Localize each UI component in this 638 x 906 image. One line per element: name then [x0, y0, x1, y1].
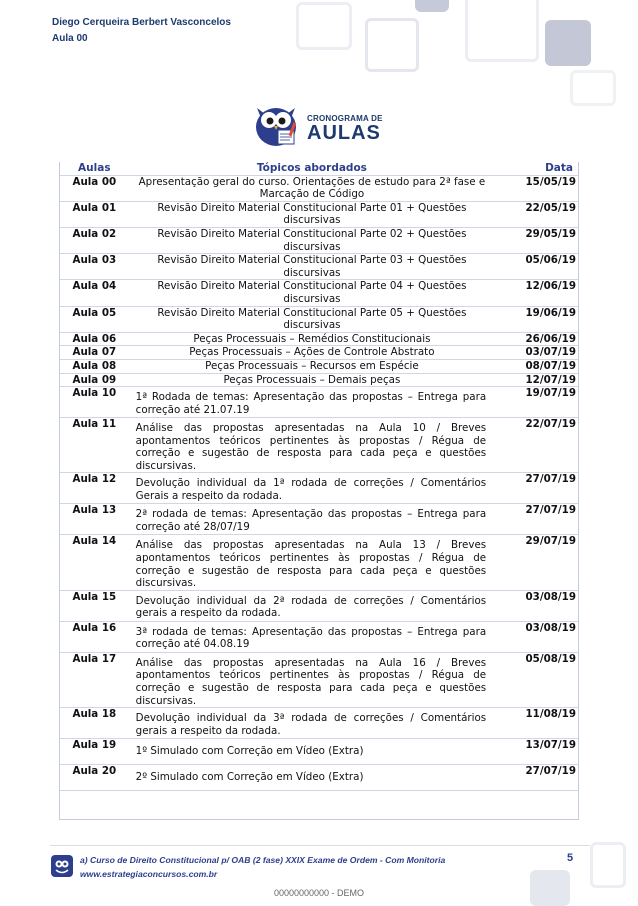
- row-topic: Peças Processuais – Remédios Constitucionais: [130, 332, 495, 346]
- row-aula: Aula 04: [59, 280, 130, 306]
- row-date: 05/08/19: [494, 652, 579, 707]
- row-date: 08/07/19: [494, 359, 579, 373]
- row-topic: Devolução individual da 2ª rodada de correções / Comentários gerais a respeito da rodada.: [130, 590, 495, 621]
- decor-square: [545, 20, 591, 66]
- table-row: [59, 254, 579, 280]
- row-topic: Apresentação geral do curso. Orientações de estudo para 2ª fase e Marcação de Código: [130, 175, 495, 201]
- row-topic: Devolução individual da 1ª rodada de correções / Comentários Gerais a respeito da rodada.: [130, 473, 495, 504]
- row-date: 03/08/19: [494, 590, 579, 621]
- page-number: 5: [567, 852, 574, 864]
- table-row: [59, 175, 579, 201]
- row-topic: Análise das propostas apresentadas na Aula 13 / Breves apontamentos teóricos pertinentes às propostas / Régua de correção e sugestão de resposta para cada peça e questões discursivas.: [130, 535, 495, 590]
- decor-square: [570, 70, 616, 106]
- row-date: 13/07/19: [494, 739, 579, 765]
- row-aula: Aula 13: [59, 504, 130, 535]
- table-row: [59, 535, 579, 590]
- row-date: 03/08/19: [494, 621, 579, 652]
- row-date: 27/07/19: [494, 765, 579, 791]
- header-data: Data: [494, 162, 579, 175]
- table-row: [59, 590, 579, 621]
- row-date: 19/06/19: [494, 306, 579, 332]
- row-aula: Aula 20: [59, 765, 130, 791]
- row-date: 05/06/19: [494, 254, 579, 280]
- logo-text-line1: CRONOGRAMA DE: [307, 114, 383, 123]
- table-row: [59, 227, 579, 253]
- row-aula: Aula 16: [59, 621, 130, 652]
- row-topic: Peças Processuais – Recursos em Espécie: [130, 359, 495, 373]
- row-aula: Aula 03: [59, 254, 130, 280]
- row-date: 12/06/19: [494, 280, 579, 306]
- row-aula: Aula 19: [59, 739, 130, 765]
- row-aula: Aula 07: [59, 346, 130, 360]
- row-topic: 3ª rodada de temas: Apresentação das propostas – Entrega para correção até 04.08.19: [130, 621, 495, 652]
- cronograma-logo: [245, 98, 395, 148]
- row-date: 11/08/19: [494, 708, 579, 739]
- demo-watermark: 00000000000 - DEMO: [273, 888, 365, 898]
- row-date: 19/07/19: [494, 387, 579, 418]
- row-topic: Revisão Direito Material Constitucional Parte 04 + Questões discursivas: [130, 280, 495, 306]
- table-row: [59, 504, 579, 535]
- table-header-row: [59, 162, 579, 175]
- row-topic: Peças Processuais – Demais peças: [130, 373, 495, 387]
- row-topic: Devolução individual da 3ª rodada de correções / Comentários gerais a respeito da rodada.: [130, 708, 495, 739]
- decor-square: [465, 0, 539, 62]
- row-topic: Revisão Direito Material Constitucional Parte 05 + Questões discursivas: [130, 306, 495, 332]
- row-aula: Aula 17: [59, 652, 130, 707]
- header-topicos: Tópicos abordados: [130, 162, 495, 175]
- row-date: 29/05/19: [494, 227, 579, 253]
- row-date: 15/05/19: [494, 175, 579, 201]
- row-aula: Aula 18: [59, 708, 130, 739]
- row-date: 22/05/19: [494, 201, 579, 227]
- decor-square: [296, 2, 352, 50]
- row-date: 12/07/19: [494, 373, 579, 387]
- lesson-label: Aula 00: [52, 33, 88, 44]
- row-topic: Revisão Direito Material Constitucional Parte 02 + Questões discursivas: [130, 227, 495, 253]
- table-row: [59, 739, 579, 765]
- row-aula: Aula 02: [59, 227, 130, 253]
- row-aula: Aula 11: [59, 418, 130, 473]
- row-topic: 1ª Rodada de temas: Apresentação das propostas – Entrega para correção até 21.07.19: [130, 387, 495, 418]
- table-row: [59, 473, 579, 504]
- row-topic: Revisão Direito Material Constitucional Parte 03 + Questões discursivas: [130, 254, 495, 280]
- table-row: [59, 280, 579, 306]
- footer-divider: [50, 845, 590, 846]
- row-topic: Análise das propostas apresentadas na Aula 10 / Breves apontamentos teóricos pertinentes às propostas / Régua de correção e sugestão de resposta para cada peça e questões discursivas.: [130, 418, 495, 473]
- table-row: [59, 652, 579, 707]
- table-row: [59, 373, 579, 387]
- footer-url-link[interactable]: www.estrategiaconcursos.com.br: [80, 869, 218, 879]
- author-name: Diego Cerqueira Berbert Vasconcelos: [52, 17, 231, 28]
- table-row: [59, 359, 579, 373]
- estrategia-owl-icon: [51, 855, 73, 877]
- table-row: [59, 708, 579, 739]
- row-date: 26/06/19: [494, 332, 579, 346]
- row-date: 03/07/19: [494, 346, 579, 360]
- row-date: 27/07/19: [494, 504, 579, 535]
- decor-square: [365, 18, 419, 72]
- table-row: [59, 306, 579, 332]
- schedule-table: [59, 162, 579, 791]
- row-topic: Revisão Direito Material Constitucional Parte 01 + Questões discursivas: [130, 201, 495, 227]
- row-aula: Aula 09: [59, 373, 130, 387]
- row-aula: Aula 12: [59, 473, 130, 504]
- row-aula: Aula 15: [59, 590, 130, 621]
- row-aula: Aula 06: [59, 332, 130, 346]
- table-row: [59, 387, 579, 418]
- row-aula: Aula 10: [59, 387, 130, 418]
- row-aula: Aula 08: [59, 359, 130, 373]
- row-aula: Aula 01: [59, 201, 130, 227]
- row-date: 29/07/19: [494, 535, 579, 590]
- row-date: 27/07/19: [494, 473, 579, 504]
- decor-square: [415, 0, 449, 12]
- row-topic: Análise das propostas apresentadas na Aula 16 / Breves apontamentos teóricos pertinentes às propostas / Régua de correção e sugestão de resposta para cada peça e questões discursivas.: [130, 652, 495, 707]
- row-aula: Aula 05: [59, 306, 130, 332]
- table-row: [59, 332, 579, 346]
- footer-course-title: a) Curso de Direito Constitucional p/ OAB (2 fase) XXIX Exame de Ordem - Com Monitoria: [80, 855, 446, 865]
- row-aula: Aula 14: [59, 535, 130, 590]
- table-row: [59, 765, 579, 791]
- table-row: [59, 201, 579, 227]
- owl-icon: [245, 98, 307, 148]
- decor-square: [590, 842, 626, 888]
- row-topic: 1º Simulado com Correção em Vídeo (Extra): [130, 739, 495, 765]
- table-row: [59, 346, 579, 360]
- row-topic: Peças Processuais – Ações de Controle Abstrato: [130, 346, 495, 360]
- table-row: [59, 621, 579, 652]
- table-row: [59, 418, 579, 473]
- row-topic: 2º Simulado com Correção em Vídeo (Extra): [130, 765, 495, 791]
- header-aulas: Aulas: [59, 162, 130, 175]
- logo-text-line2: AULAS: [307, 122, 381, 144]
- row-aula: Aula 00: [59, 175, 130, 201]
- row-date: 22/07/19: [494, 418, 579, 473]
- row-topic: 2ª rodada de temas: Apresentação das propostas – Entrega para correção até 28/07/19: [130, 504, 495, 535]
